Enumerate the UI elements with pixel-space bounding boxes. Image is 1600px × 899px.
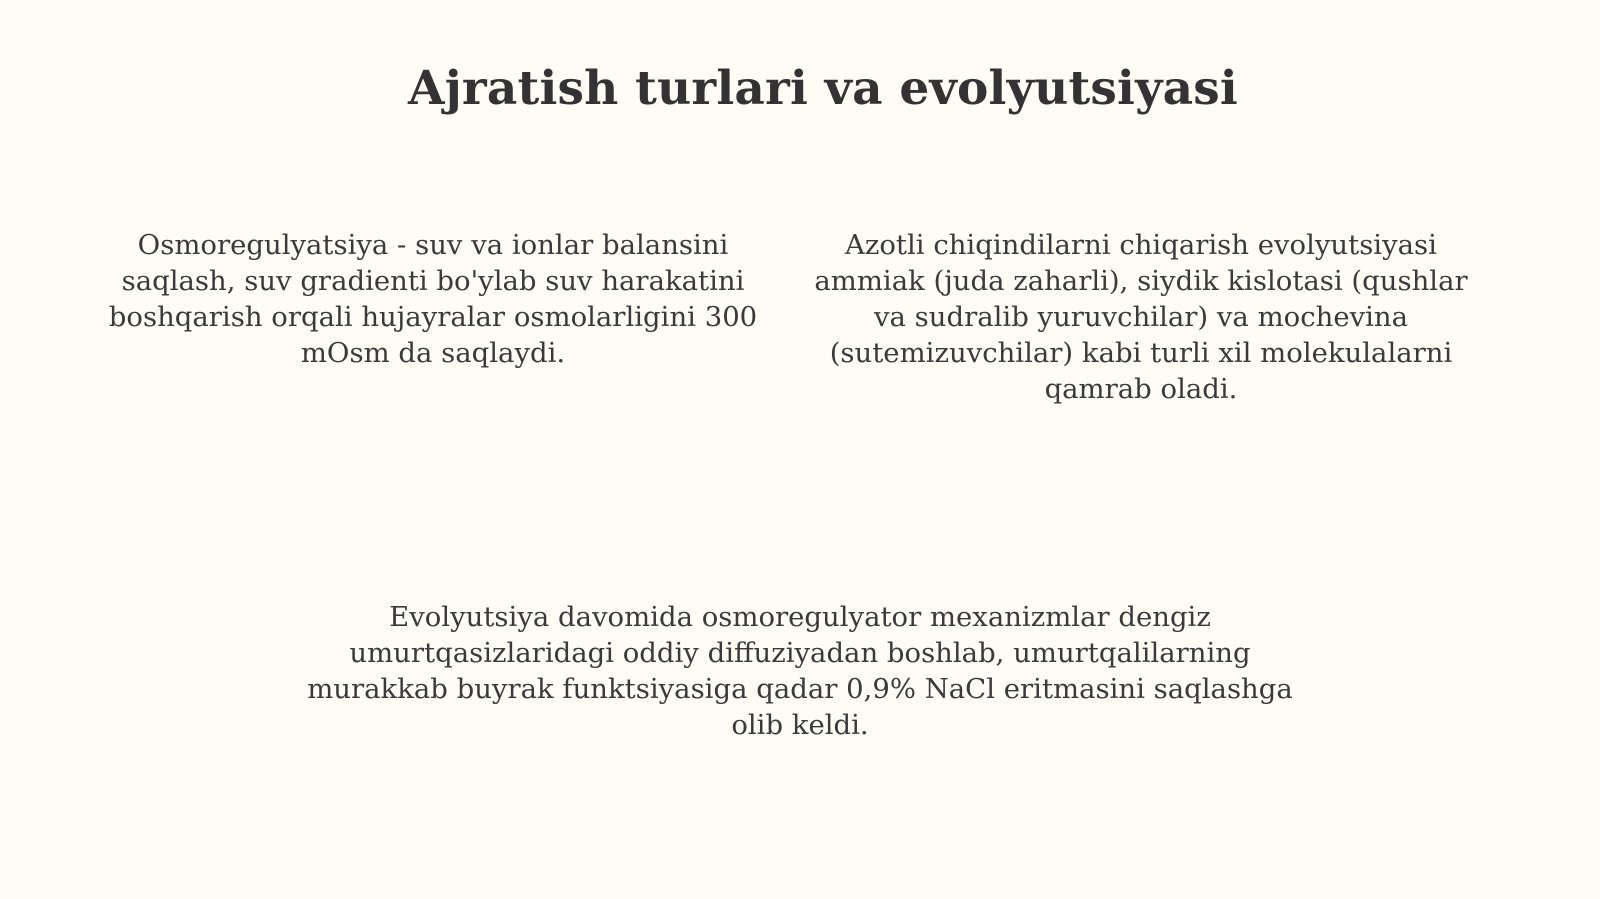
evolution-paragraph: Evolyutsiya davomida osmoregulyator mexanizmlar dengiz umurtqasizlaridagi oddiy diffuziyadan boshlab, umurtqalilarning murakkab buyrak funktsiyasiga qadar 0,9% NaCl eritmasini saqlashga olib keldi. <box>307 601 1293 741</box>
osmoregulation-paragraph: Osmoregulyatsiya - suv va ionlar balansini saqlash, suv gradienti bo'ylab suv harakatini boshqarish orqali hujayralar osmolarligini 300 mOsm da saqlaydi. <box>108 229 758 369</box>
nitrogen-waste-paragraph: Azotli chiqindilarni chiqarish evolyutsiyasi ammiak (juda zaharli), siydik kislotasi (qushlar va sudralib yuruvchilar) va mochevina (sutemizuvchilar) kabi turli xil molekulalarni qamrab oladi. <box>814 229 1468 405</box>
slide-title: Ajratish turlari va evolyutsiyasi <box>408 61 1238 116</box>
